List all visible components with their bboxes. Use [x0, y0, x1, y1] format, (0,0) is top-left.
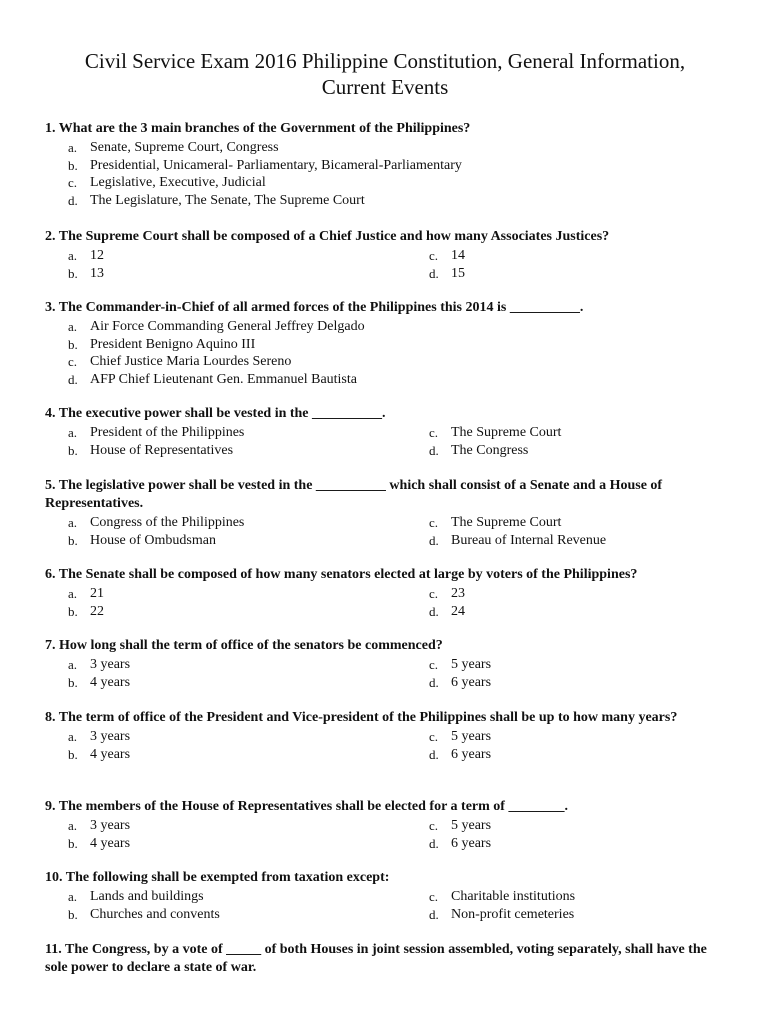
- question-stem: 2. The Supreme Court shall be composed of a Chief Justice and how many Associates Justices?: [45, 229, 610, 244]
- option-a: a. Lands and buildings: [68, 889, 204, 904]
- option-b: b. 13: [68, 265, 104, 281]
- option-c: c. The Supreme Court: [429, 425, 562, 440]
- option-b: b. House of Representatives: [68, 442, 234, 458]
- question-stem: 11. The Congress, by a vote of _____ of both Houses in joint session assembled, voting separately, shall have the sole power to declare a state of war.: [45, 942, 707, 975]
- question-8: [45, 709, 725, 763]
- question-4: [45, 405, 725, 459]
- option-a: a. Air Force Commanding General Jeffrey Delgado: [68, 319, 365, 334]
- question-stem: 3. The Commander-in-Chief of all armed forces of the Philippines this 2014 is __________.: [45, 300, 584, 315]
- question-5: [45, 477, 725, 549]
- option-d: d. 6 years: [429, 835, 492, 851]
- option-b: b. President Benigno Aquino III: [68, 336, 256, 352]
- question-11: [45, 941, 725, 977]
- option-b: b. Churches and convents: [68, 906, 220, 922]
- option-d: d. Non-profit cemeteries: [429, 906, 575, 922]
- option-a: a. 3 years: [68, 729, 131, 744]
- option-a: a. Congress of the Philippines: [68, 515, 245, 530]
- option-a: a. Senate, Supreme Court, Congress: [68, 140, 279, 155]
- option-b: b. 4 years: [68, 746, 131, 762]
- option-c: c. 5 years: [429, 729, 492, 744]
- question-9: [45, 798, 725, 852]
- option-a: a. President of the Philippines: [68, 425, 245, 440]
- option-a: a. 3 years: [68, 657, 131, 672]
- option-c: c. 14: [429, 248, 465, 263]
- question-stem: 5. The legislative power shall be vested in the __________ which shall consist of a Senate and a House of Representatives.: [45, 478, 663, 511]
- option-d: d. 24: [429, 603, 465, 619]
- question-1: [45, 120, 725, 209]
- option-c: c. 5 years: [429, 818, 492, 833]
- option-c: c. Chief Justice Maria Lourdes Sereno: [68, 354, 292, 370]
- question-stem: 9. The members of the House of Representatives shall be elected for a term of ________.: [45, 799, 568, 814]
- option-d: d. AFP Chief Lieutenant Gen. Emmanuel Bautista: [68, 371, 357, 387]
- option-d: d. 6 years: [429, 746, 492, 762]
- title-line-1: Civil Service Exam 2016 Philippine Constitution, General Information,: [84, 49, 686, 73]
- question-10: [45, 869, 725, 923]
- option-a: a. 12: [68, 248, 104, 263]
- question-6: [45, 566, 725, 620]
- option-c: c. Charitable institutions: [429, 889, 576, 904]
- option-d: d. The Congress: [429, 442, 529, 458]
- option-b: b. 4 years: [68, 674, 131, 690]
- question-stem: 7. How long shall the term of office of the senators be commenced?: [45, 638, 443, 653]
- page-title: [40, 48, 730, 100]
- option-c: c. Legislative, Executive, Judicial: [68, 175, 266, 191]
- question-7: [45, 637, 725, 691]
- option-d: d. Bureau of Internal Revenue: [429, 532, 607, 548]
- option-d: d. 15: [429, 265, 465, 281]
- option-b: b. House of Ombudsman: [68, 532, 216, 548]
- option-c: c. The Supreme Court: [429, 515, 562, 530]
- question-stem: 8. The term of office of the President and Vice-president of the Philippines shall be up to how many years?: [45, 710, 678, 725]
- option-c: c. 5 years: [429, 657, 492, 672]
- option-c: c. 23: [429, 586, 465, 601]
- question-2: [45, 228, 725, 282]
- title-line-2: Current Events: [321, 75, 449, 99]
- option-b: b. Presidential, Unicameral- Parliamentary, Bicameral-Parliamentary: [68, 157, 462, 173]
- question-stem: 1. What are the 3 main branches of the Government of the Philippines?: [45, 121, 471, 136]
- question-stem: 6. The Senate shall be composed of how many senators elected at large by voters of the Philippines?: [45, 567, 638, 582]
- option-a: a. 21: [68, 586, 104, 601]
- question-stem: 4. The executive power shall be vested in the __________.: [45, 406, 386, 421]
- option-a: a. 3 years: [68, 818, 131, 833]
- option-b: b. 4 years: [68, 835, 131, 851]
- question-3: [45, 299, 725, 388]
- option-b: b. 22: [68, 603, 104, 619]
- option-d: d. 6 years: [429, 674, 492, 690]
- option-d: d. The Legislature, The Senate, The Supreme Court: [68, 192, 365, 208]
- question-stem: 10. The following shall be exempted from taxation except:: [45, 870, 390, 885]
